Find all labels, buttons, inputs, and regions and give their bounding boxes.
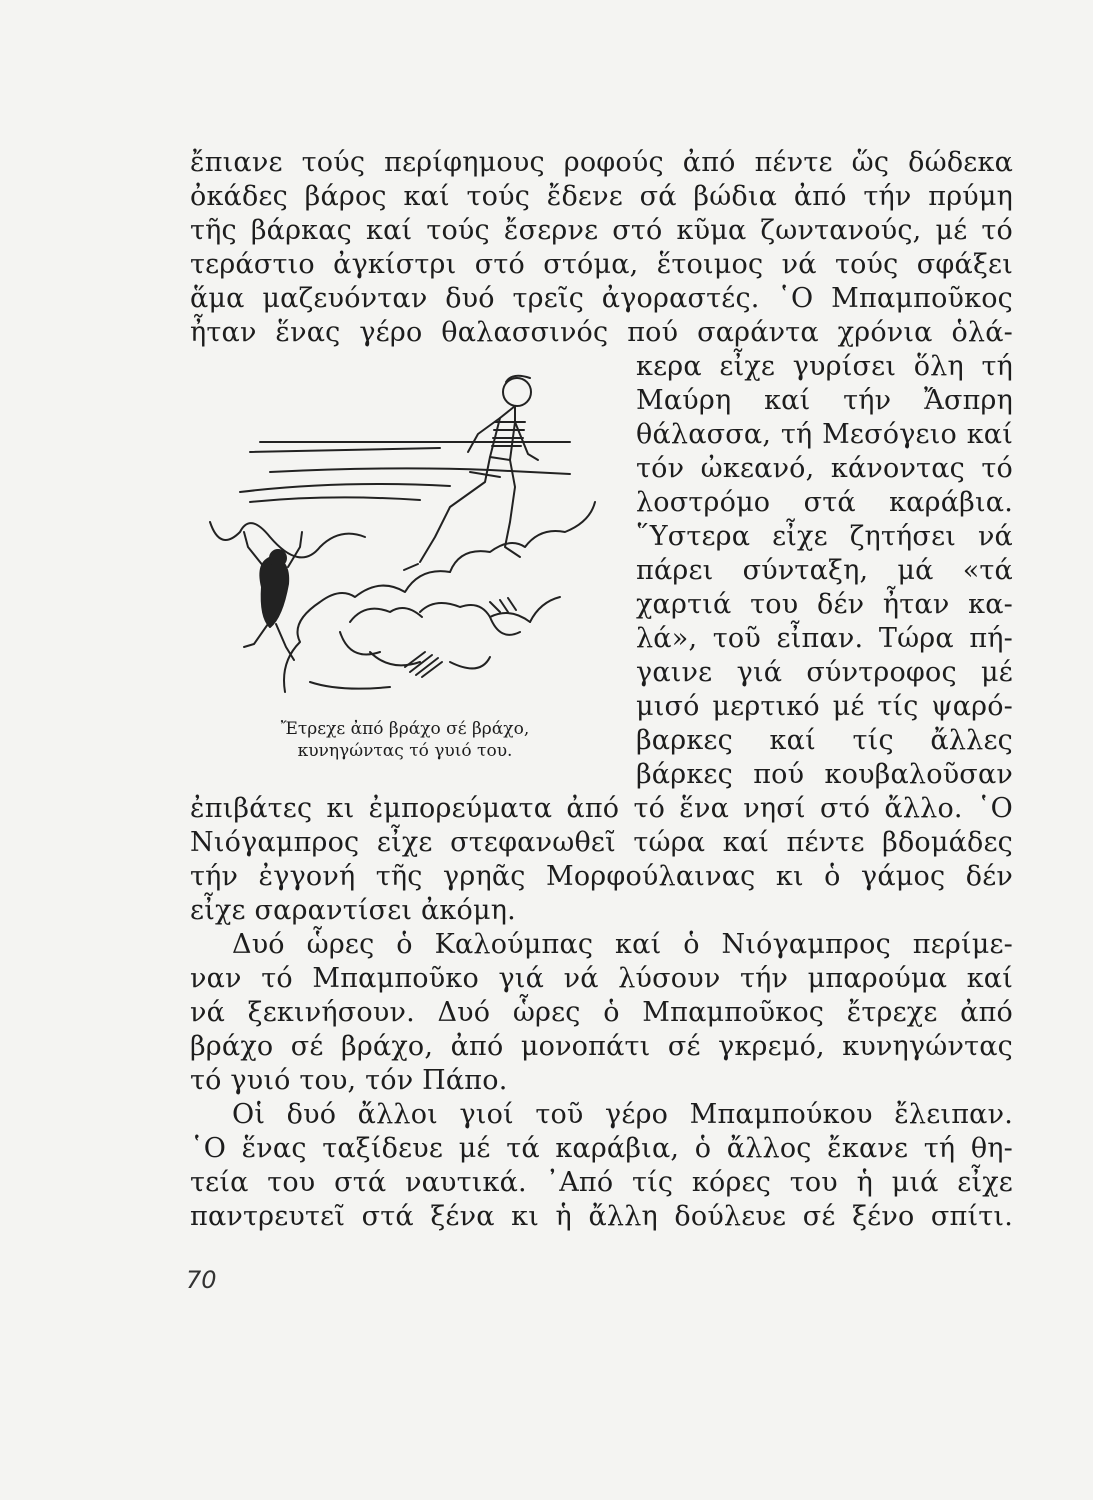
text-line: κερα εἶχε γυρίσει ὅλη τή (636, 351, 1013, 382)
page-number: 70 (186, 1266, 217, 1294)
text-line: Νιόγαμπρος εἶχε στεφανωθεῖ τώρα καί πέντε βδομάδες (190, 827, 1013, 858)
text-line: Δυό ὧρες ὁ Καλούμπας καί ὁ Νιόγαμπρος περίμε- (232, 929, 1013, 960)
text-line: βράχο σέ βράχο, ἀπό μονοπάτι σέ γκρεμό, κυνηγώντας (190, 1031, 1013, 1062)
text-line: ἐπιβάτες κι ἐμπορεύματα ἀπό τό ἕνα νησί στό ἄλλο. ῾Ο (190, 793, 1013, 824)
text-line: χαρτιά του δέν ἦταν κα- (636, 589, 1013, 620)
text-line: νά ξεκινήσουν. Δυό ὧρες ὁ Μπαμποῦκος ἔτρεχε ἀπό (190, 997, 1013, 1028)
text-line: βάρκες πού κουβαλοῦσαν (636, 759, 1013, 790)
text-line: θάλασσα, τή Μεσόγειο καί (636, 419, 1013, 450)
text-line: ἅμα μαζευόνταν δυό τρεῖς ἀγοραστές. ῾Ο Μπαμποῦκος (190, 283, 1013, 314)
text-line: μισό μερτικό μέ τίς ψαρό- (636, 691, 1013, 722)
text-line: τόν ὠκεανό, κάνοντας τό (636, 453, 1013, 484)
text-line: ναν τό Μπαμποῦκο γιά νά λύσουν τήν μπαρούμα καί (190, 963, 1013, 994)
text-line: ὀκάδες βάρος καί τούς ἔδενε σά βώδια ἀπό τήν πρύμη (190, 181, 1013, 212)
text-line: τεράστιο ἀγκίστρι στό στόμα, ἕτοιμος νά τούς σφάξει (190, 249, 1013, 280)
illustration (190, 362, 620, 707)
text-line: τεία του στά ναυτικά. ᾿Από τίς κόρες του ἡ μιά εἶχε (190, 1167, 1013, 1198)
text-line: Οἱ δυό ἄλλοι γιοί τοῦ γέρο Μπαμπούκου ἔλειπαν. (232, 1099, 1013, 1130)
text-line: Μαύρη καί τήν Ἄσπρη (636, 385, 1013, 416)
text-line: λοστρόμο στά καράβια. (636, 487, 1013, 518)
text-line: πάρει σύνταξη, μά «τά (636, 555, 1013, 586)
text-line: γαινε γιά σύντροφος μέ (636, 657, 1013, 688)
text-line: ῞Υστερα εἶχε ζητήσει νά (636, 521, 1013, 552)
text-line: ἦταν ἕνας γέρο θαλασσινός πού σαράντα χρόνια ὁλά- (190, 317, 1013, 348)
text-line: λά», τοῦ εἶπαν. Τώρα πή- (636, 623, 1013, 654)
text-line: παντρευτεῖ στά ξένα κι ἡ ἄλλη δούλευε σέ ξένο σπίτι. (190, 1201, 1013, 1232)
text-line: τήν ἐγγονή τῆς γρηᾶς Μορφούλαινας κι ὁ γάμος δέν (190, 861, 1013, 892)
text-line: βαρκες καί τίς ἄλλες (636, 725, 1013, 756)
text-line: ῾Ο ἕνας ταξίδευε μέ τά καράβια, ὁ ἄλλος ἔκανε τή θη- (190, 1133, 1013, 1164)
text-line: ἔπιανε τούς περίφημους ροφούς ἀπό πέντε ὥς δώδεκα (190, 147, 1013, 178)
text-line: τό γυιό του, τόν Πάπο. (190, 1065, 508, 1096)
figure-caption: Ἔτρεχε ἀπό βράχο σέ βράχο, (280, 719, 530, 739)
text-line: τῆς βάρκας καί τούς ἔσερνε στό κῦμα ζωντανούς, μέ τό (190, 215, 1013, 246)
text-line: εἶχε σαραντίσει ἀκόμη. (190, 895, 516, 926)
figure-caption: κυνηγώντας τό γυιό του. (297, 741, 513, 761)
